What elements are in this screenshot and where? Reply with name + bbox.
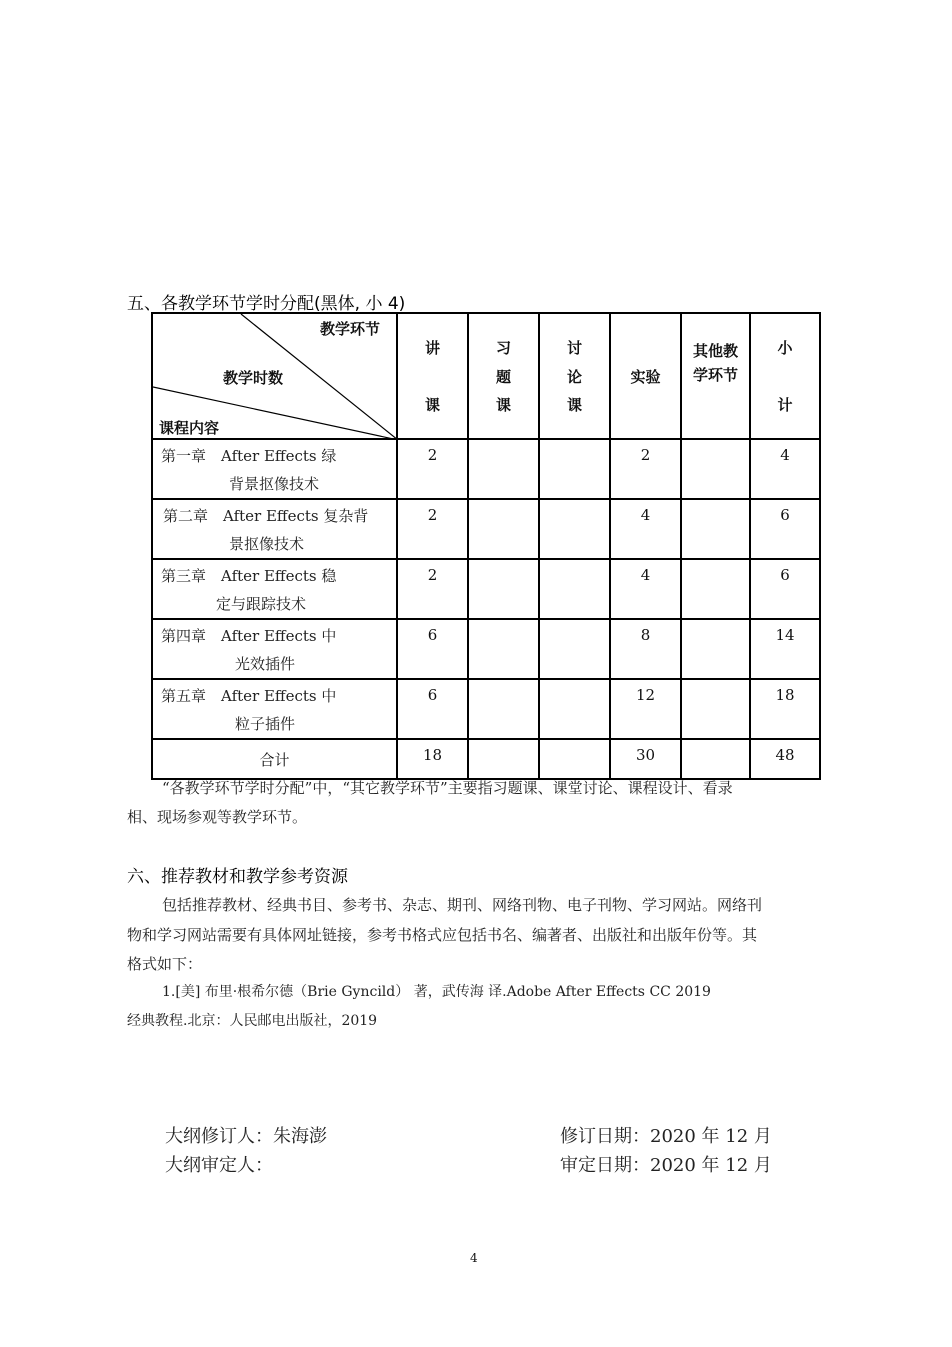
exercise-hours — [468, 439, 539, 499]
exercise-hours — [468, 679, 539, 739]
total-other — [681, 739, 750, 779]
other-hours — [681, 559, 750, 619]
section-5-title: 五、各教学环节学时分配(黑体, 小 4) — [127, 294, 406, 314]
other-hours — [681, 499, 750, 559]
table-note-line-2: 相、现场参观等教学环节。 — [127, 808, 308, 826]
other-hours — [681, 679, 750, 739]
total-exercise — [468, 739, 539, 779]
subtotal-hours: 14 — [750, 619, 820, 679]
corner-label-teaching-hours: 教学时数 — [223, 369, 284, 387]
other-hours — [681, 439, 750, 499]
chapter-cell: 第四章 After Effects 中 光效插件 — [152, 619, 397, 679]
syllabus-approver: 大纲审定人： — [165, 1155, 273, 1176]
table-row — [152, 559, 820, 619]
chapter-cell: 第三章 After Effects 稳 定与跟踪技术 — [152, 559, 397, 619]
lab-hours: 2 — [610, 439, 681, 499]
section-6-paragraph-line-1: 包括推荐教材、经典书目、参考书、杂志、期刊、网络刊物、电子刊物、学习网站。网络刊 — [162, 896, 763, 914]
diagonal-header-cell — [152, 313, 397, 439]
section-6-paragraph-line-2: 物和学习网站需要有具体网址链接，参考书格式应包括书名、编著者、出版社和出版年份等。其 — [127, 926, 758, 944]
table-row — [152, 679, 820, 739]
corner-label-course-content: 课程内容 — [159, 419, 220, 437]
table-row — [152, 439, 820, 499]
discussion-hours — [539, 499, 610, 559]
reference-line-2: 经典教程.北京：人民邮电出版社，2019 — [127, 1013, 378, 1029]
subtotal-hours: 4 — [750, 439, 820, 499]
page-number: 4 — [470, 1251, 478, 1265]
total-subtotal: 48 — [750, 739, 820, 779]
approval-date: 审定日期：2020 年 12 月 — [560, 1155, 772, 1176]
col-header-lab: 实验 — [610, 313, 681, 439]
lecture-hours: 6 — [397, 619, 468, 679]
discussion-hours — [539, 619, 610, 679]
lecture-hours: 2 — [397, 499, 468, 559]
col-header-other: 其他教 学环节 — [681, 313, 750, 439]
discussion-hours — [539, 439, 610, 499]
subtotal-hours: 6 — [750, 559, 820, 619]
total-label: 合计 — [152, 739, 397, 779]
exercise-hours — [468, 559, 539, 619]
discussion-hours — [539, 559, 610, 619]
chapter-cell: 第二章 After Effects 复杂背 景抠像技术 — [152, 499, 397, 559]
total-discussion — [539, 739, 610, 779]
exercise-hours — [468, 619, 539, 679]
lab-hours: 4 — [610, 499, 681, 559]
revision-date: 修订日期：2020 年 12 月 — [560, 1126, 772, 1147]
syllabus-reviser: 大纲修订人：朱海澎 — [165, 1126, 327, 1147]
discussion-hours — [539, 679, 610, 739]
lecture-hours: 2 — [397, 559, 468, 619]
col-header-exercise: 习 题 课 — [468, 313, 539, 439]
lab-hours: 12 — [610, 679, 681, 739]
total-lab: 30 — [610, 739, 681, 779]
hours-allocation-table — [151, 312, 821, 780]
total-lecture: 18 — [397, 739, 468, 779]
table-row — [152, 499, 820, 559]
subtotal-hours: 18 — [750, 679, 820, 739]
lecture-hours: 6 — [397, 679, 468, 739]
table-note-line-1: “各教学环节学时分配”中，“其它教学环节”主要指习题课、课堂讨论、课程设计、看录 — [162, 779, 733, 797]
subtotal-hours: 6 — [750, 499, 820, 559]
corner-label-teaching-link: 教学环节 — [319, 320, 380, 338]
table-row — [152, 619, 820, 679]
col-header-lecture: 讲 课 — [397, 313, 468, 439]
chapter-cell: 第五章 After Effects 中 粒子插件 — [152, 679, 397, 739]
col-header-subtotal: 小 计 — [750, 313, 820, 439]
lab-hours: 8 — [610, 619, 681, 679]
col-header-discussion: 讨 论 课 — [539, 313, 610, 439]
other-hours — [681, 619, 750, 679]
exercise-hours — [468, 499, 539, 559]
table-total-row — [152, 739, 820, 779]
reference-line-1: 1.[美] 布里·根希尔德（Brie Gyncild） 著，武传海 译.Adobe After Effects CC 2019 — [162, 984, 711, 1000]
table-header-row — [152, 313, 820, 439]
section-6-paragraph-line-3: 格式如下： — [127, 955, 203, 973]
lab-hours: 4 — [610, 559, 681, 619]
lecture-hours: 2 — [397, 439, 468, 499]
section-6-title: 六、推荐教材和教学参考资源 — [127, 867, 348, 887]
chapter-cell: 第一章 After Effects 绿 背景抠像技术 — [152, 439, 397, 499]
